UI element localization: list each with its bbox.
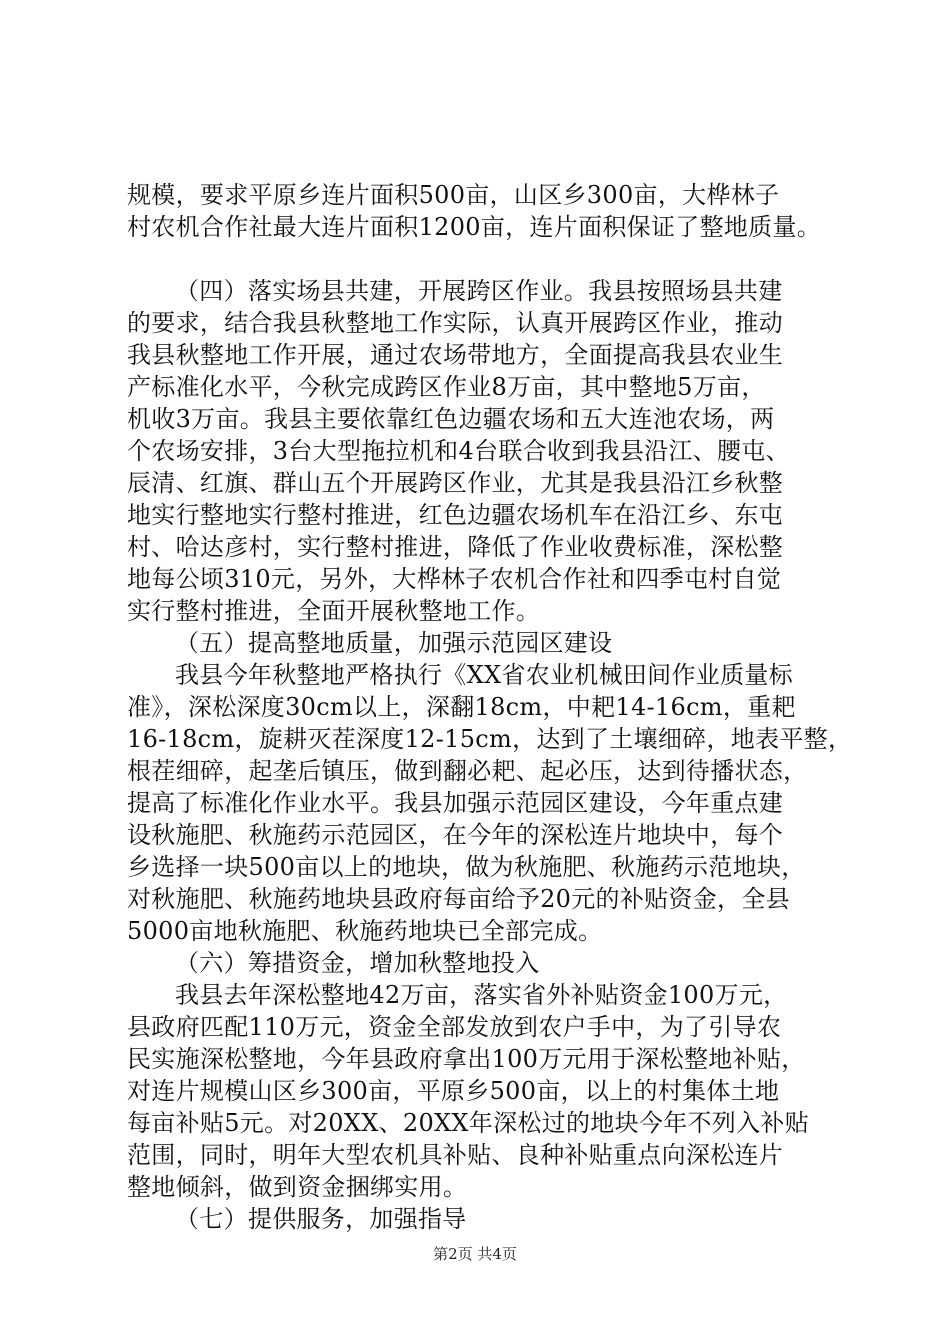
section-heading-5: （五）提高整地质量，加强示范园区建设 — [175, 629, 613, 657]
page-footer: 第2页 共4页 — [433, 1245, 517, 1263]
text-line: 民实施深松整地，今年县政府拿出100万元用于深松整地补贴， — [127, 1045, 806, 1073]
paragraph-first-line: 我县今年秋整地严格执行《XX省农业机械田间作业质量标 — [175, 661, 793, 689]
text-line: 产标准化水平，今秋完成跨区作业8万亩，其中整地5万亩， — [127, 373, 766, 401]
text-line: 实行整村推进，全面开展秋整地工作。 — [127, 597, 541, 625]
text-line: 个农场安排，3台大型拖拉机和4台联合收到我县沿江、腰屯、 — [127, 437, 790, 465]
text-line: 机收3万亩。我县主要依靠红色边疆农场和五大连池农场，两 — [127, 405, 775, 433]
text-line: 乡选择一块500亩以上的地块，做为秋施肥、秋施药示范地块， — [127, 853, 806, 881]
text-line: 5000亩地秋施肥、秋施药地块已全部完成。 — [127, 917, 603, 945]
section-heading-7: （七）提供服务，加强指导 — [175, 1205, 467, 1233]
section-heading-4: （四）落实场县共建，开展跨区作业。我县按照场县共建 — [175, 277, 783, 305]
text-line: 规模，要求平原乡连片面积500亩，山区乡300亩，大桦林子 — [127, 181, 780, 209]
text-line: 根茬细碎，起垄后镇压，做到翻必耙、起必压，达到待播状态， — [127, 757, 808, 785]
text-line: 提高了标准化作业水平。我县加强示范园区建设，今年重点建 — [127, 789, 784, 817]
text-line: 村、哈达彦村，实行整村推进，降低了作业收费标准，深松整 — [127, 533, 784, 561]
text-line: 对秋施肥、秋施药地块县政府每亩给予20元的补贴资金，全县 — [127, 885, 790, 913]
text-line: 县政府匹配110万元，资金全部发放到农户手中，为了引导农 — [127, 1013, 782, 1041]
text-line: 地实行整地实行整村推进，红色边疆农场机车在沿江乡、东屯 — [127, 501, 784, 529]
text-line: 村农机合作社最大连片面积1200亩，连片面积保证了整地质量。 — [127, 213, 822, 241]
text-line: 的要求，结合我县秋整地工作实际，认真开展跨区作业，推动 — [127, 309, 784, 337]
text-line: 整地倾斜，做到资金捆绑实用。 — [127, 1173, 468, 1201]
text-line: 我县秋整地工作开展，通过农场带地方，全面提高我县农业生 — [127, 341, 784, 369]
section-heading-6: （六）筹措资金，增加秋整地投入 — [175, 949, 540, 977]
text-line: 准》，深松深度30cm以上，深翻18cm，中耙14-16cm，重耙 — [127, 693, 796, 721]
text-line: 辰清、红旗、群山五个开展跨区作业，尤其是我县沿江乡秋整 — [127, 469, 784, 497]
text-line: 对连片规模山区乡300亩，平原乡500亩，以上的村集体土地 — [127, 1077, 780, 1105]
text-line: 设秋施肥、秋施药示范园区，在今年的深松连片地块中，每个 — [127, 821, 784, 849]
text-line: 地每公顷310元，另外，大桦林子农机合作社和四季屯村自觉 — [127, 565, 782, 593]
paragraph-first-line: 我县去年深松整地42万亩，落实省外补贴资金100万元， — [175, 981, 788, 1009]
text-line: 每亩补贴5元。对20XX、20XX年深松过的地块今年不列入补贴 — [127, 1109, 809, 1137]
text-line: 16-18cm，旋耕灭茬深度12-15cm，达到了土壤细碎，地表平整， — [127, 725, 853, 753]
text-line: 范围，同时，明年大型农机具补贴、良种补贴重点向深松连片 — [127, 1141, 784, 1169]
